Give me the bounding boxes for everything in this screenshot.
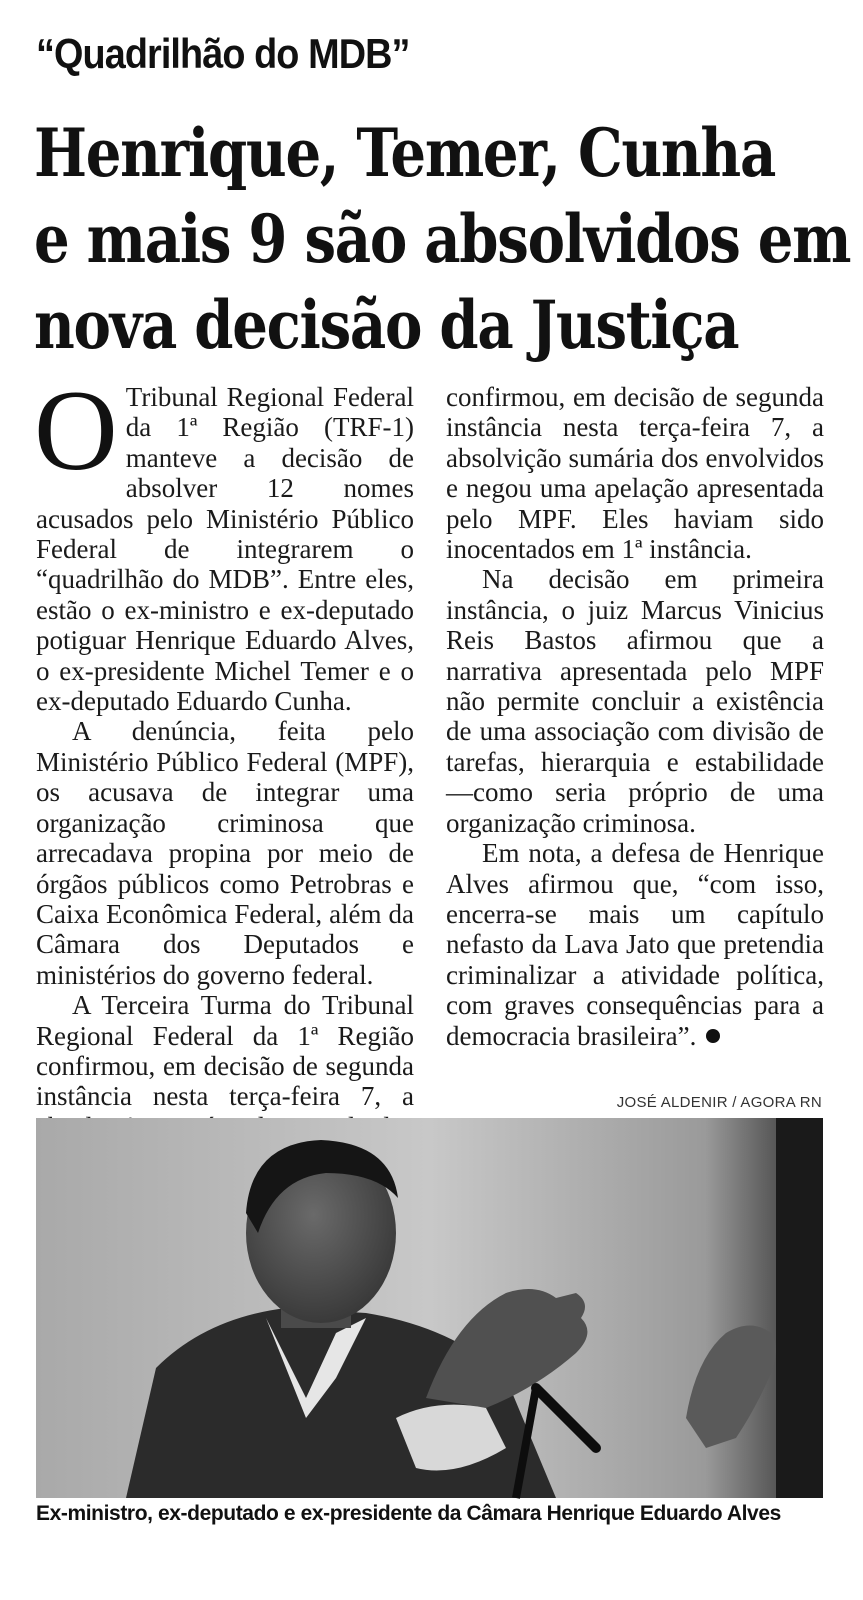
paragraph-4: Na decisão em primeira instância, o juiz Marcus Vinicius Reis Bastos afirmou que a narrativa apresentada pelo MPF não permite concluir a existência de uma associação com divisão de tarefas, hierarquia e estabilidade —como seria próprio de uma organização criminosa. [446, 564, 824, 838]
end-of-article-bullet [706, 1029, 720, 1043]
paragraph-3-continued [446, 382, 824, 564]
photo-caption: Ex-ministro, ex-deputado e ex-presidente da Câmara Henrique Eduardo Alves [36, 1502, 781, 1525]
paragraph-3-continued-text: confirmou, em decisão de segunda instância nesta terça-feira 7, a absolvição sumária dos envolvidos e negou uma apelação apresentada pelo MPF. Eles haviam sido inocentados em 1ª instância. [446, 382, 824, 565]
paragraph-3: A Terceira Turma do Tribunal Regional Federal da 1ª Região confirmou, em decisão de segunda instância nesta terça-feira 7, a [36, 990, 414, 1112]
paragraph-5 [446, 838, 824, 1051]
paragraph-5-text: Em nota, a defesa de Henrique Alves afirmou que, “com isso, encerra-se mais um capítulo nefasto da Lava Jato que pretendia criminalizar a atividade política, com graves consequências para a democracia brasileira”. [446, 838, 824, 1051]
article-kicker: “Quadrilhão do MDB” [36, 30, 410, 77]
article-headline [34, 110, 851, 368]
headline-line-3: nova decisão da Justiça [34, 286, 739, 364]
photo-credit: JOSÉ ALDENIR / AGORA RN [616, 1094, 822, 1111]
paragraph-2: A denúncia, feita pelo Ministério Público Federal (MPF), os acusava de integrar uma organização criminosa que arrecadava propina por meio de órgãos públicos como Petrobras e Caixa Econômica Federal, além da Câmara dos Deputados e ministérios do governo federal. [36, 716, 414, 990]
article-photo [36, 1118, 823, 1498]
paragraph-1 [34, 367, 414, 717]
column-left [34, 367, 414, 1112]
dark-edge [776, 1118, 823, 1498]
paragraph-1-text: Tribunal Regional Federal da 1ª Região (TRF-1) manteve a decisão de absolver 12 nomes acusados pelo Ministério Público Federal de integrarem o “quadrilhão do MDB”. Entre eles, estão o ex-ministro e ex-deputado potiguar Henrique Eduardo Alves, o ex-presidente Michel Temer e o ex-deputado Eduardo Cunha. [36, 382, 414, 717]
column-right [446, 382, 824, 1051]
drop-cap: O [34, 367, 118, 495]
headline-line-2: e mais 9 são absolvidos em [34, 200, 851, 278]
photo-illustration [36, 1118, 823, 1498]
headline-line-1: Henrique, Temer, Cunha [34, 114, 776, 192]
